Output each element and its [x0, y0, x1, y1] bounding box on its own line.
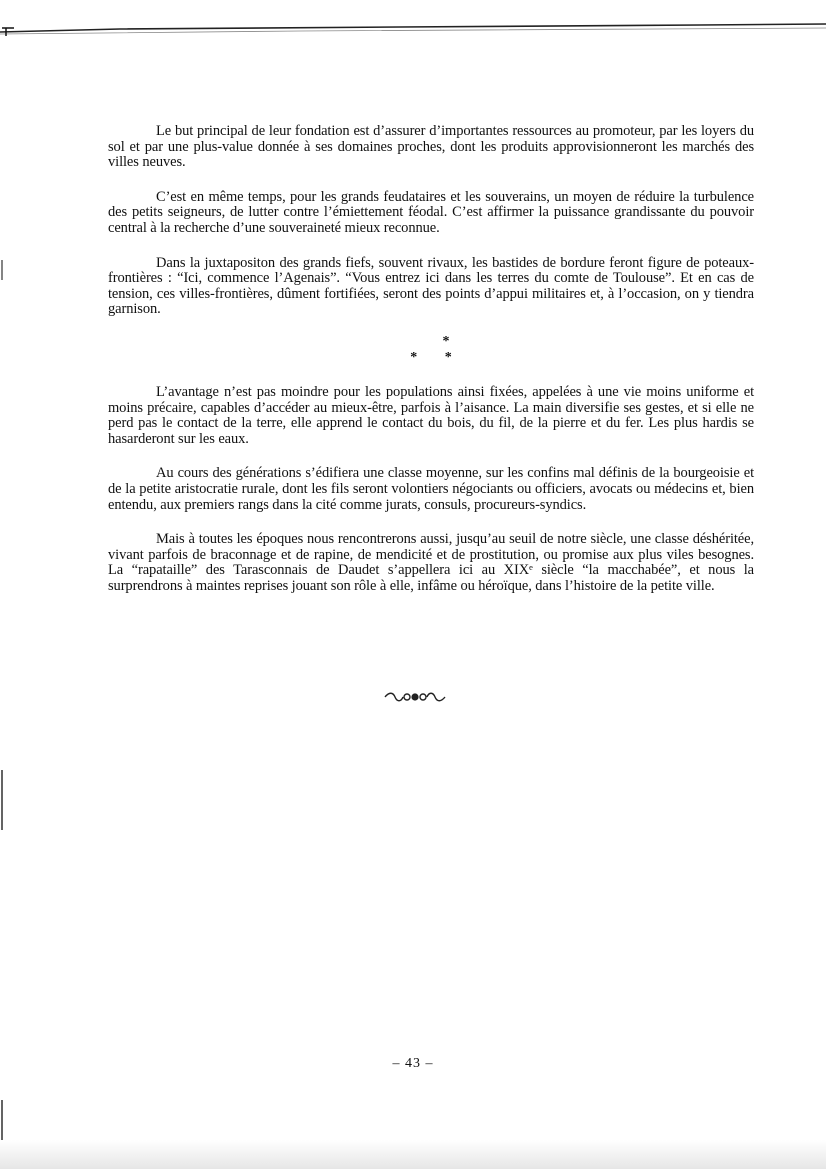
paragraph: L’avantage n’est pas moindre pour les populations ainsi fixées, appelées à une vie moins uniforme et moins précaire, capables d’accéder au mieux-être, parfois à l’aisance. La main diversifie ses gestes, et si elle ne perd pas le contact de la terre, elle apprend le contact du bois, du fil, de la pierre et du fer. Les plus hardis se hasarderont sur les eaux. [108, 383, 754, 447]
asterism-top: * [442, 333, 450, 349]
paragraph: Au cours des générations s’édifiera une classe moyenne, sur les confins mal définis de la bourgeoisie et de la petite aristocratie rurale, dont les fils seront volontiers négociants ou officiers, avocats ou médecins et, bien entendu, aux premiers rangs dans la cité comme jurats, consuls, procureurs-syndics. [108, 465, 754, 513]
paragraph: Le but principal de leur fondation est d’assurer d’importantes ressources au promoteur, par les loyers du sol et par une plus-value donnée à ses domaines proches, dont les produits approvisionneront les marchés des villes neuves. [108, 123, 754, 171]
asterism-separator [108, 333, 754, 365]
body-text [108, 124, 754, 613]
page-number: – 43 – [392, 1056, 434, 1071]
paragraph: C’est en même temps, pour les grands feudataires et les souverains, un moyen de réduire la turbulence des petits seigneurs, de lutter contre l’émiettement féodal. C’est affirmer la puissance grandissante du pouvoir central à la recherche d’une souveraineté mieux reconnue. [108, 188, 754, 236]
paragraph: Mais à toutes les époques nous rencontrerons aussi, jusqu’au seuil de notre siècle, une classe déshéritée, vivant parfois de braconnage et de rapine, de mendicité et de prostitution, ou promise aux plus viles besognes. La “rapataille” des Tarasconnais de Daudet s’appellera ici au XIXᵉ siècle “la macchabée”, et nous la surprendrons à maintes reprises jouant son rôle à elle, infâme ou héroïque, dans l’histoire de la petite ville. [108, 531, 754, 594]
asterism-bottom: * * [410, 349, 452, 365]
scan-left-edge [0, 30, 8, 1150]
paragraph: Dans la juxtapositon des grands fiefs, souvent rivaux, les bastides de bordure feront figure de poteaux-frontières : “Ici, commence l’Agenais”. “Vous entrez ici dans les terres du comte de Toulouse”. Et en cas de tension, ces villes-frontières, dûment fortifiées, seront des points d’appui militaires et, à l’occasion, on y tiendra garnison. [108, 254, 754, 318]
scan-top-edge [0, 22, 826, 36]
ornament-flourish [383, 690, 447, 704]
scan-bottom-edge [0, 1140, 826, 1169]
